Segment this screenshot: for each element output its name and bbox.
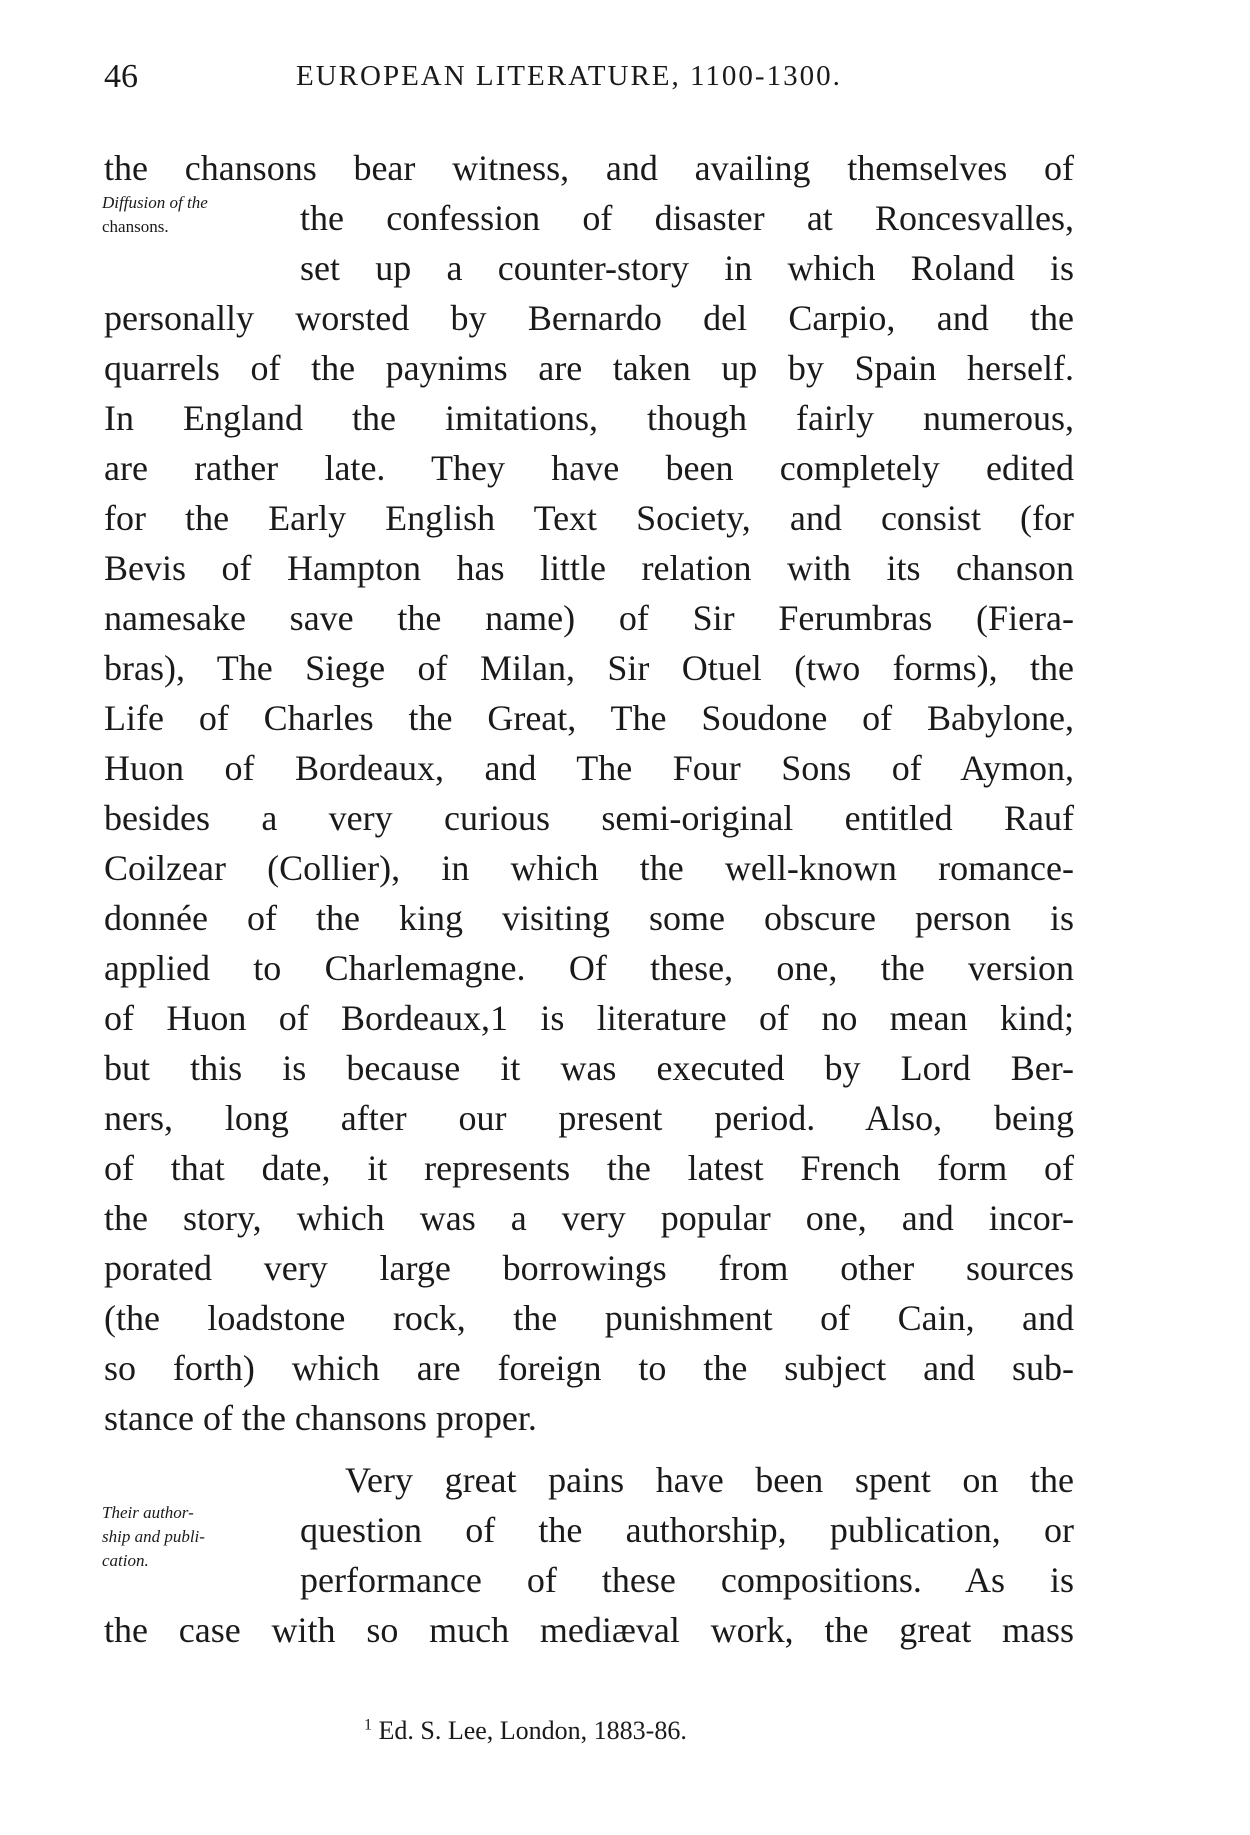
text-line: ners, long after our present period. Also, being [104,1098,1074,1138]
text-line: the confession of disaster at Roncesvalles, [300,198,1074,238]
text-line: performance of these compositions. As is [300,1560,1074,1600]
text-line: so forth) which are foreign to the subject and sub- [104,1348,1074,1388]
marginal-note-authorship-2: ship and publi- [102,1527,205,1546]
footnote [364,1714,687,1748]
text-line: (the loadstone rock, the punishment of Cain, and [104,1298,1074,1338]
text-line: porated very large borrowings from other sources [104,1248,1074,1288]
text-line: personally worsted by Bernardo del Carpio, and the [104,298,1074,338]
text-line: Coilzear (Collier), in which the well-known romance- [104,848,1074,888]
text-line: Life of Charles the Great, The Soudone of Babylone, [104,698,1074,738]
text-line: set up a counter-story in which Roland is [300,248,1074,288]
text-line: Very great pains have been spent on the [345,1460,1074,1500]
text-line: of that date, it represents the latest French form of [104,1148,1074,1188]
text-line: stance of the chansons proper. [104,1398,537,1438]
text-line: besides a very curious semi-original entitled Rauf [104,798,1074,838]
text-line: applied to Charlemagne. Of these, one, the version [104,948,1074,988]
text-line: but this is because it was executed by Lord Ber- [104,1048,1074,1088]
page-header [104,58,1074,108]
text-line: the case with so much mediæval work, the great mass [104,1610,1074,1650]
running-title: EUROPEAN LITERATURE, 1100-1300. [296,60,842,92]
marginal-note-authorship-3: cation. [102,1551,149,1570]
footnote-marker: 1 [364,1716,372,1734]
text-line: donnée of the king visiting some obscure person is [104,898,1074,938]
text-line: Bevis of Hampton has little relation with its chanson [104,548,1074,588]
text-line: of Huon of Bordeaux,1 is literature of no mean kind; [104,998,1074,1038]
text-line: question of the authorship, publication, or [300,1510,1074,1550]
text-line: Huon of Bordeaux, and The Four Sons of Aymon, [104,748,1074,788]
page-number: 46 [104,58,138,95]
footnote-text: Ed. S. Lee, London, 1883-86. [378,1716,687,1745]
text-line: the chansons bear witness, and availing themselves of [104,148,1074,188]
marginal-note-diffusion-1: Diffusion of the [102,193,208,212]
text-line: the story, which was a very popular one, and incor- [104,1198,1074,1238]
text-line: namesake save the name) of Sir Ferumbras (Fiera- [104,598,1074,638]
text-line: In England the imitations, though fairly numerous, [104,398,1074,438]
text-line: quarrels of the paynims are taken up by Spain herself. [104,348,1074,388]
marginal-note-diffusion-2: chansons. [102,217,169,236]
text-line: are rather late. They have been completely edited [104,448,1074,488]
marginal-note-authorship-1: Their author- [102,1503,194,1522]
text-line: bras), The Siege of Milan, Sir Otuel (two forms), the [104,648,1074,688]
text-line: for the Early English Text Society, and consist (for [104,498,1074,538]
